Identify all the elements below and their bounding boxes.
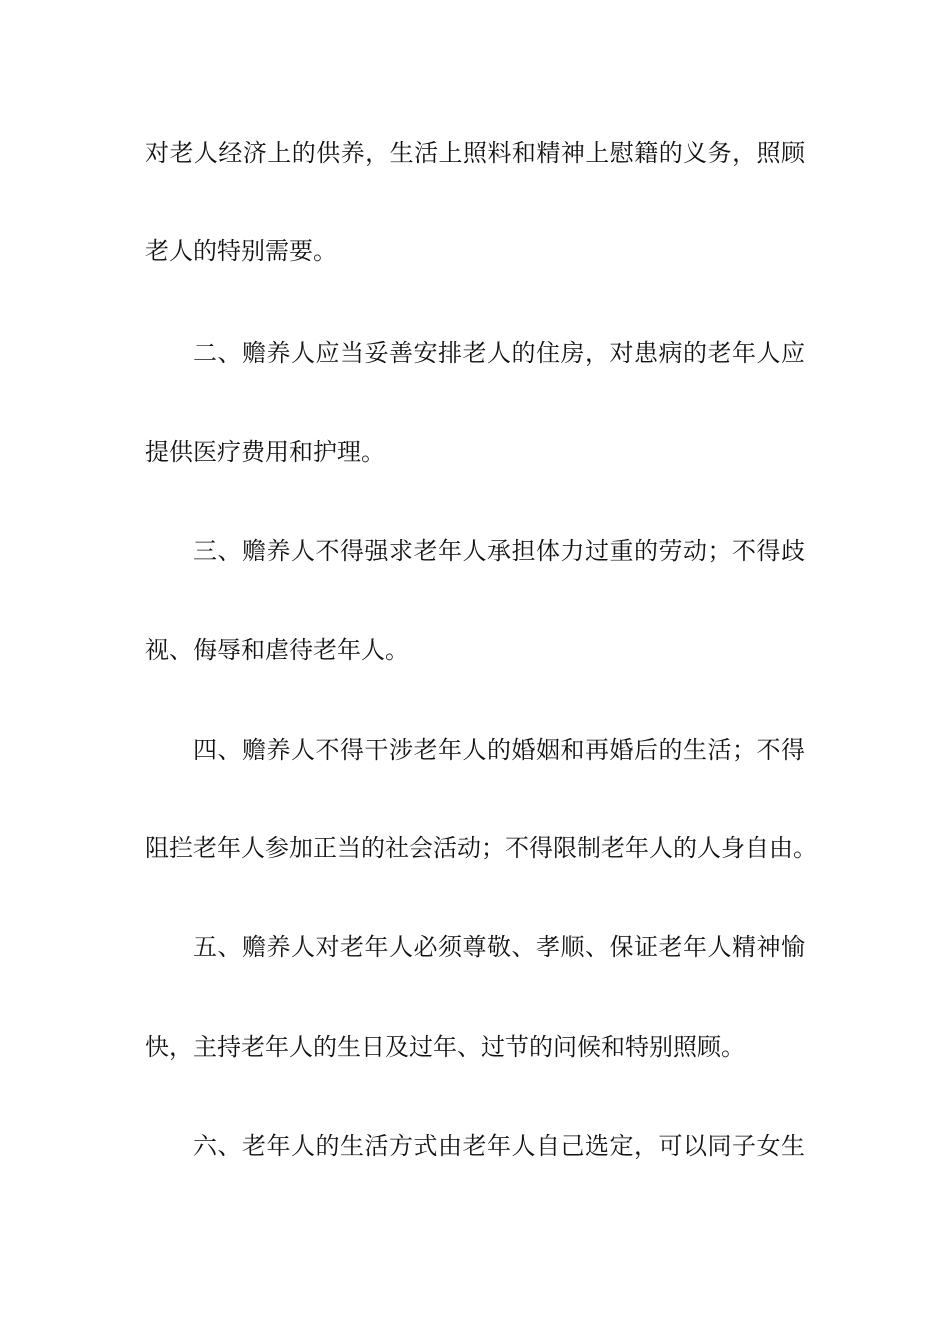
paragraph-first-line: 二、赡养人应当妥善安排老人的住房，对患病的老年人应 — [193, 339, 805, 367]
text-line: 快，主持老年人的生日及过年、过节的问候和特别照顾。 — [145, 1033, 745, 1061]
text-line: 老人的特别需要。 — [145, 237, 337, 265]
paragraph-first-line: 六、老年人的生活方式由老年人自己选定，可以同子女生 — [193, 1132, 805, 1160]
text-line: 阻拦老年人参加正当的社会活动；不得限制老年人的人身自由。 — [145, 834, 817, 862]
paragraph-first-line: 五、赡养人对老年人必须尊敬、孝顺、保证老年人精神愉 — [193, 933, 805, 961]
text-line: 提供医疗费用和护理。 — [145, 438, 385, 466]
text-line: 对老人经济上的供养，生活上照料和精神上慰籍的义务，照顾 — [145, 139, 805, 167]
paragraph-first-line: 三、赡养人不得强求老年人承担体力过重的劳动；不得歧 — [193, 537, 805, 565]
paragraph-first-line: 四、赡养人不得干涉老年人的婚姻和再婚后的生活；不得 — [193, 736, 805, 764]
text-line: 视、侮辱和虐待老年人。 — [145, 636, 409, 664]
